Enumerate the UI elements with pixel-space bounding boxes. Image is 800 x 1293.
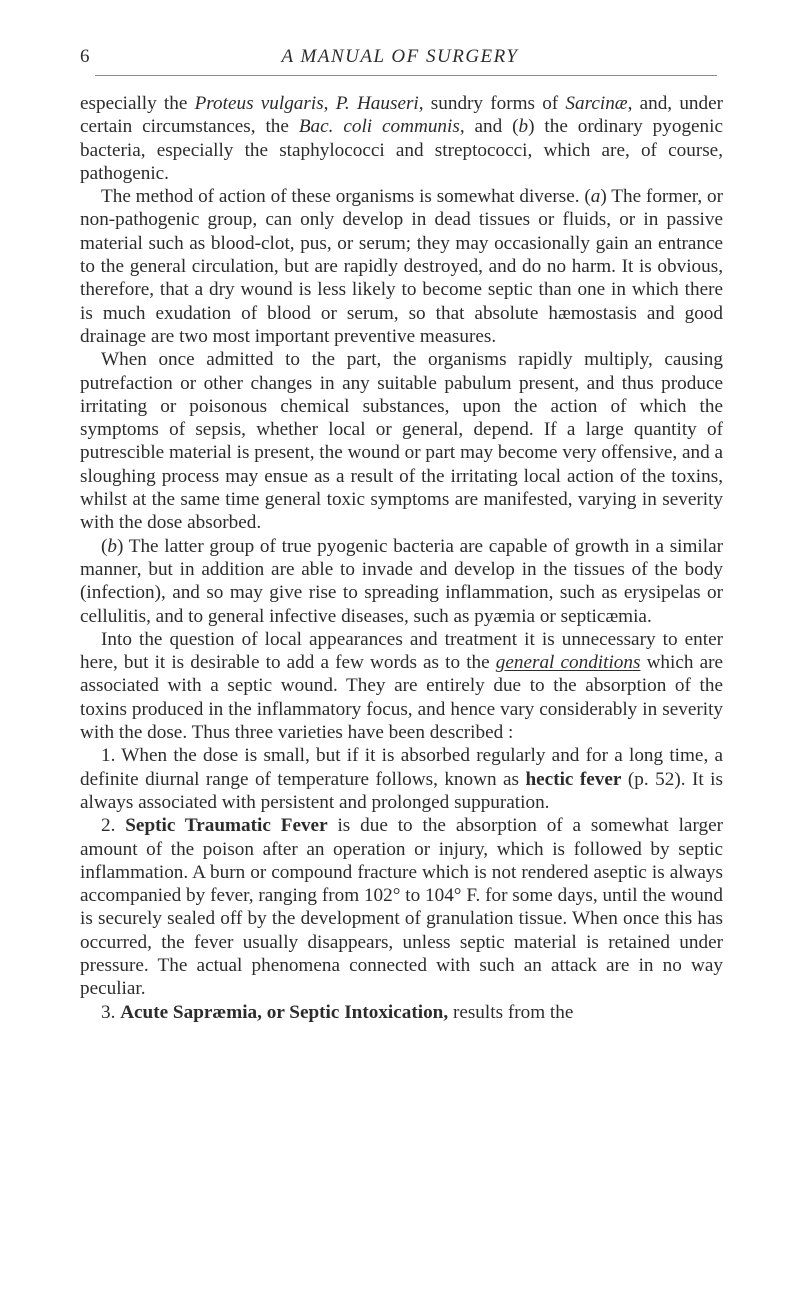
body-text xyxy=(80,92,723,1024)
paragraph-2: The method of action of these organisms is somewhat diverse. (a) The former, or non-pathogenic group, can only develop in dead tissues or fluids, or in passive material such as blood-clot, pus, or serum; they may occasionally gain an entrance to the general circulation, but are rapidly destroyed, and do no harm. It is obvious, therefore, that a dry wound is less likely to become septic than one in which there is much exudation of blood or serum, so that absolute hæmostasis and good drainage are two most important preventive measures. xyxy=(80,186,723,347)
header-rule xyxy=(95,75,717,76)
paragraph-3: When once admitted to the part, the organisms rapidly multiply, causing putrefaction or other changes in any suitable pabulum present, and thus produce irritating or poisonous chemical substances, upon the action of which the symptoms of sepsis, whether local or general, depend. If a large quantity of putrescible material is present, the wound or part may become very offensive, and a sloughing process may ensue as a result of the irritating local action of the toxins, whilst at the same time general toxic symptoms are manifested, varying in severity with the dose absorbed. xyxy=(80,349,723,534)
list-item-3: 3. Acute Sapræmia, or Septic Intoxication, results from the xyxy=(101,1001,574,1023)
page-number: 6 xyxy=(80,46,90,67)
list-item-2: 2. Septic Traumatic Fever is due to the absorption of a somewhat larger amount of the poison after an operation or injury, which is followed by septic inflammation. A burn or compound fracture which is not rendered aseptic is always accompanied by fever, ranging from 102° to 104° F. for some days, until the wound is securely sealed off by the development of granulation tissue. When once this has occurred, the fever usually disappears, unless septic material is retained under pressure. The actual phenomena connected with such an attack are in no way peculiar. xyxy=(80,815,723,1000)
paragraph-5: Into the question of local appearances and treatment it is unnecessary to enter here, but it is desirable to add a few words as to the general conditions which are associated with a septic wound. They are entirely due to the absorption of the toxins produced in the inflammatory focus, and hence vary considerably in severity with the dose. Thus three varieties have been described : xyxy=(80,628,724,744)
running-title: A MANUAL OF SURGERY xyxy=(281,46,519,67)
paragraph-1: especially the Proteus vulgaris, P. Hauseri, sundry forms of Sarcinæ, and, under certain circumstances, the Bac. coli communis, and (b) the ordinary pyogenic bacteria, especially the staphylococci and streptococci, which are, of course, pathogenic. xyxy=(80,93,724,184)
list-item-1: 1. When the dose is small, but if it is absorbed regularly and for a long time, a definite diurnal range of temperature follows, known as hectic fever (p. 52). It is always associated with persistent and prolonged suppuration. xyxy=(80,745,723,813)
paragraph-4: (b) The latter group of true pyogenic bacteria are capable of growth in a similar manner, but in addition are able to invade and develop in the tissues of the body (infection), and so may give rise to spreading inflammation, such as erysipelas or cellulitis, and to general infective diseases, such as pyæmia or septicæmia. xyxy=(80,535,723,627)
